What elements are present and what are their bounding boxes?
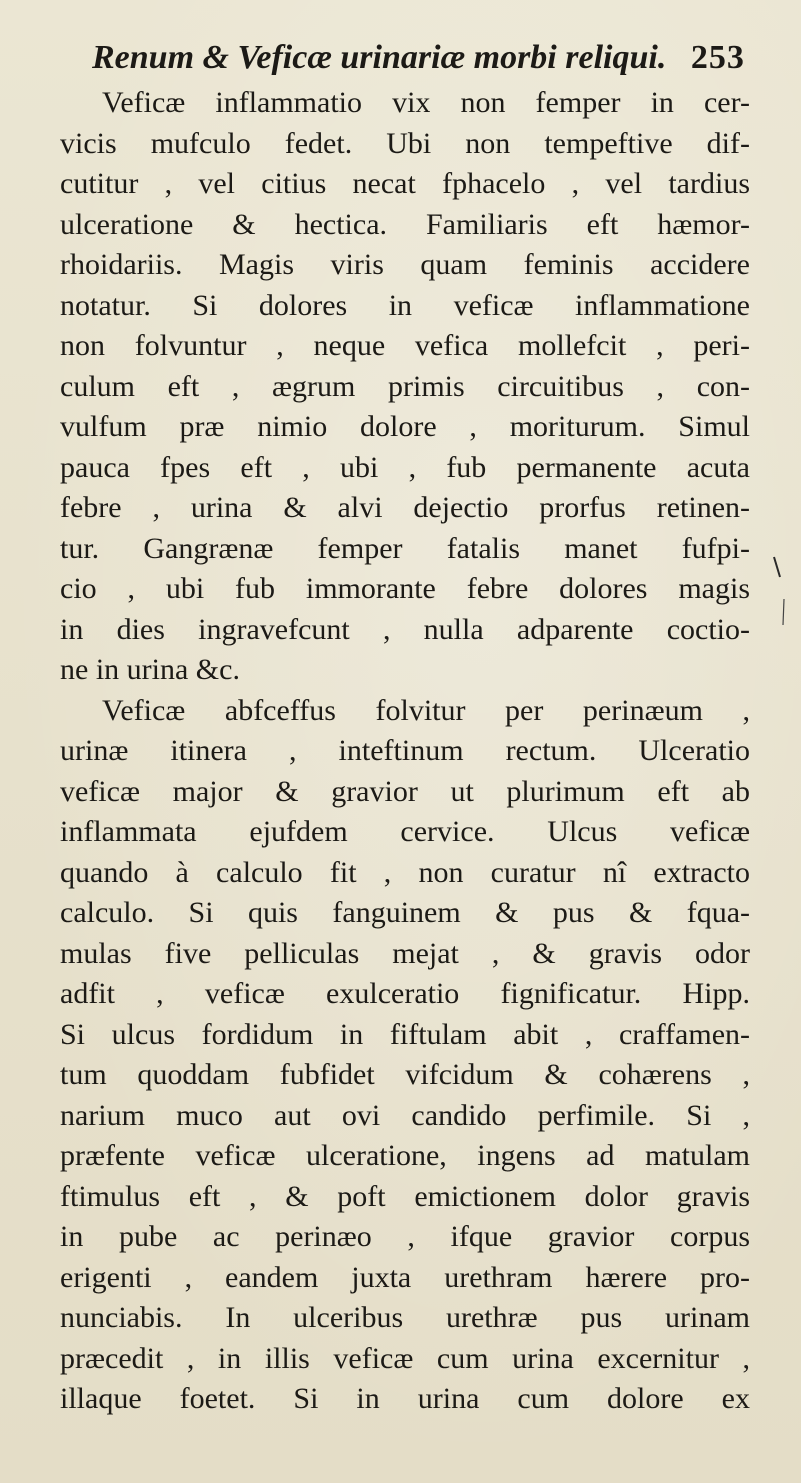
text-line: inflammata ejufdem cervice. Ulcus veficæ [60,815,750,848]
text-line: febre , urina & alvi dejectio prorfus retinen- [60,491,750,524]
text-line: vicis mufculo fedet. Ubi non tempeftive dif- [60,126,750,160]
text-line: urinæ itinera , inteftinum rectum. Ulceratio [60,734,750,767]
page-number: 253 [690,39,745,76]
text-line: vulfum præ nimio dolore , moriturum. Simul [60,410,750,443]
text-line: tum quoddam fubfidet vifcidum & cohærens , [60,1058,750,1091]
body-text [60,83,750,1420]
text-line: Veficæ inflammatio vix non femper in cer- [102,86,750,119]
text-line: narium muco aut ovi candido perfimile. Si , [60,1098,750,1132]
text-line: cio , ubi fub immorante febre dolores magis [60,572,750,605]
running-head [92,36,745,80]
text-line: non folvuntur , neque vefica mollefcit , peri- [60,329,750,362]
text-line: nunciabis. In ulceribus urethræ pus urinam [60,1301,750,1334]
margin-pen-mark [770,555,794,635]
text-line: ne in urina &c. [60,653,240,686]
text-line: in dies ingravefcunt , nulla adparente coctio- [60,612,750,646]
text-line: quando à calculo fit , non curatur nî extracto [60,855,750,889]
text-line: præcedit , in illis veficæ cum urina excernitur , [60,1341,750,1375]
text-line: culum eft , ægrum primis circuitibus , con- [60,369,750,403]
text-line: illaque foetet. Si in urina cum dolore ex [60,1382,750,1415]
text-line: Veficæ abfceffus folvitur per perinæum , [102,693,750,727]
text-line: veficæ major & gravior ut plurimum eft ab [60,774,750,808]
text-line: Si ulcus fordidum in fiftulam abit , craffamen- [60,1017,750,1051]
running-head-title: Renum & Veficæ urinariæ morbi reliqui. [92,39,667,76]
text-line: notatur. Si dolores in veficæ inflammatione [60,288,750,322]
text-line: cutitur , vel citius necat fphacelo , vel tardius [60,167,750,200]
text-line: calculo. Si quis fanguinem & pus & fqua- [60,896,750,929]
text-line: ftimulus eft , & poft emictionem dolor gravis [60,1179,750,1213]
text-line: adfit , veficæ exulceratio fignificatur. Hipp. [60,977,750,1010]
text-line: mulas five pelliculas mejat , & gravis odor [60,936,750,970]
text-line: in pube ac perinæo , ifque gravior corpus [60,1220,750,1253]
text-line: ulceratione & hectica. Familiaris eft hæmor- [60,207,750,241]
text-line: præfente veficæ ulceratione, ingens ad matulam [60,1139,750,1172]
text-line: erigenti , eandem juxta urethram hærere pro- [60,1260,750,1294]
text-line: rhoidariis. Magis viris quam feminis accidere [60,248,750,281]
text-line: pauca fpes eft , ubi , fub permanente acuta [60,450,750,484]
text-line: tur. Gangrænæ femper fatalis manet fufpi- [60,531,750,565]
